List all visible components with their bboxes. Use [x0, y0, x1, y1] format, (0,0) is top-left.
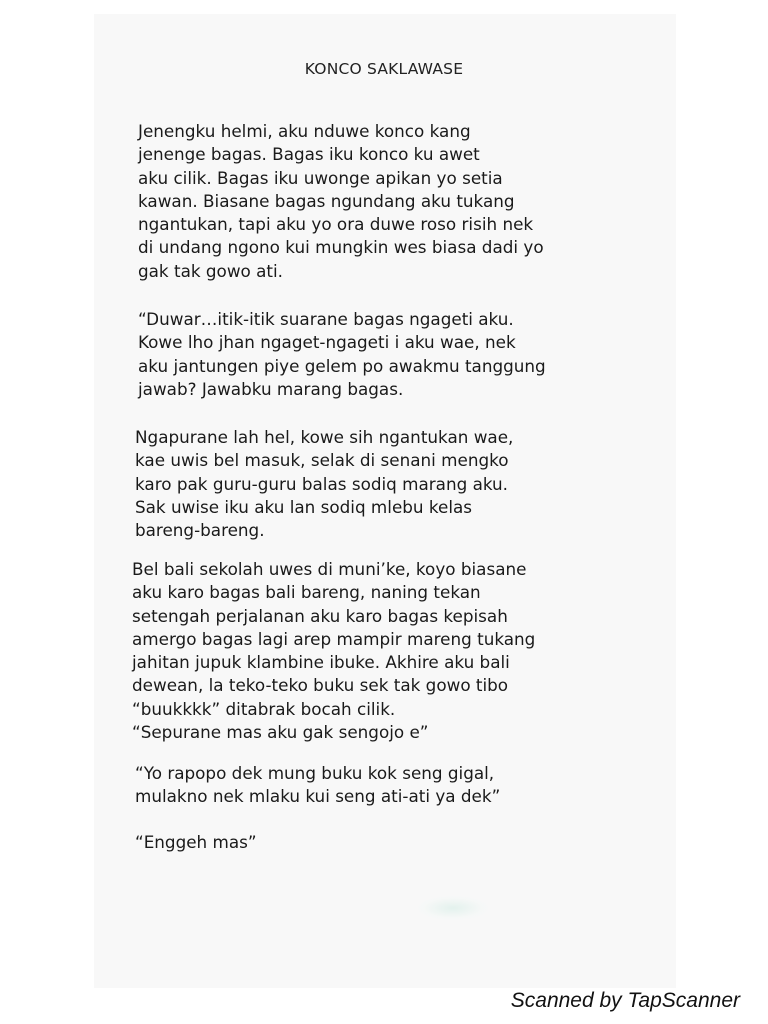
text-line: jenenge bagas. Bagas iku konco ku awet — [138, 144, 480, 165]
document-title: KONCO SAKLAWASE — [304, 60, 464, 78]
paragraph-6 — [135, 831, 257, 854]
text-line: setengah perjalanan aku karo bagas kepisah — [132, 605, 508, 626]
text-line: bareng-bareng. — [135, 520, 265, 541]
text-line: gak tak gowo ati. — [138, 260, 284, 281]
text-line: Bel bali sekolah uwes di muni’ke, koyo biasane — [132, 559, 527, 579]
paragraph-2 — [138, 308, 546, 401]
text-line: karo pak guru-guru balas sodiq marang aku. — [135, 473, 509, 494]
paragraph-1 — [138, 120, 544, 283]
text-line: “Sepurane mas aku gak sengojo e” — [132, 722, 429, 743]
paragraph-3 — [135, 426, 513, 542]
text-line: Sak uwise iku aku lan sodiq mlebu kelas — [135, 496, 473, 517]
text-line: kawan. Biasane bagas ngundang aku tukang — [138, 190, 515, 211]
text-line: ngantukan, tapi aku yo ora duwe roso risih nek — [138, 214, 534, 235]
text-line: mulakno nek mlaku kui seng ati-ati ya dek” — [135, 786, 501, 807]
text-line: amergo bagas lagi arep mampir mareng tukang — [132, 628, 536, 649]
text-line: aku jantungen piye gelem po awakmu tanggung — [138, 355, 546, 376]
text-line: Kowe lho jhan ngaget-ngageti i aku wae, nek — [138, 332, 516, 353]
text-line: “Enggeh mas” — [135, 832, 257, 852]
paragraph-4 — [132, 558, 535, 744]
paragraph-5 — [135, 762, 500, 809]
text-line: “Yo rapopo dek mung buku kok seng gigal, — [135, 763, 495, 783]
text-line: dewean, la teko-teko buku sek tak gowo tibo — [132, 675, 509, 696]
scan-smudge — [418, 896, 488, 920]
text-line: Jenengku helmi, aku nduwe konco kang — [138, 121, 471, 141]
text-line: aku karo bagas bali bareng, naning tekan — [132, 582, 481, 603]
text-line: kae uwis bel masuk, selak di senani mengko — [135, 450, 509, 471]
text-line: jahitan jupuk klambine ibuke. Akhire aku bali — [132, 652, 510, 673]
text-line: “buukkkk” ditabrak bocah cilik. — [132, 698, 396, 719]
text-line: “Duwar…itik-itik suarane bagas ngageti aku. — [138, 309, 514, 329]
text-line: di undang ngono kui mungkin wes biasa dadi yo — [138, 237, 544, 258]
text-line: aku cilik. Bagas iku uwonge apikan yo setia — [138, 167, 503, 188]
text-line: jawab? Jawabku marang bagas. — [138, 378, 404, 399]
text-line: Ngapurane lah hel, kowe sih ngantukan wae, — [135, 427, 514, 447]
scanner-watermark: Scanned by TapScanner — [510, 989, 740, 1012]
